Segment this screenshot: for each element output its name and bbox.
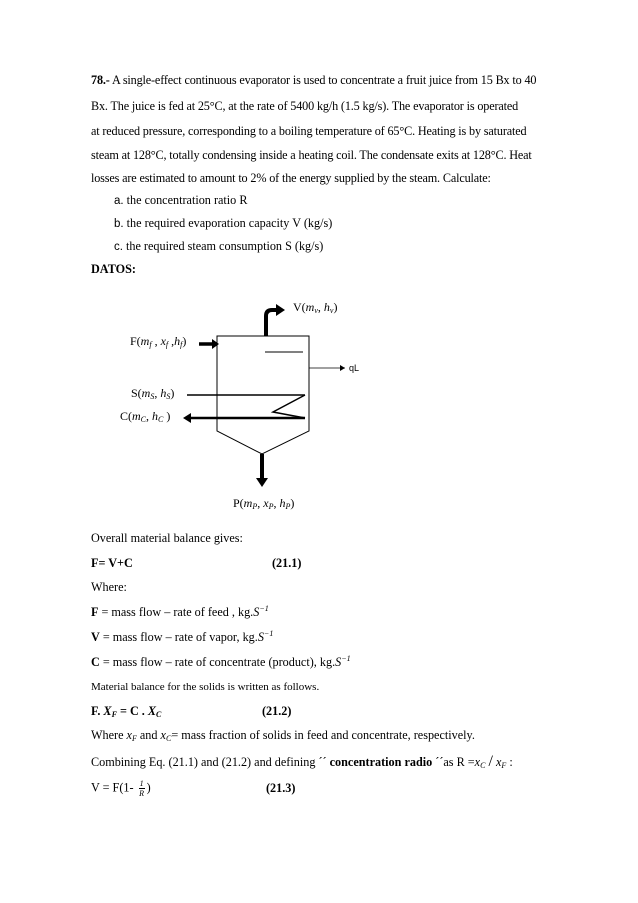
label-feed: $F(m_f$ , $x_f$ $,h_f$): [130, 334, 187, 349]
datos-heading: DATOS:: [91, 262, 136, 276]
equation-21-1: F= V+C: [91, 556, 133, 570]
problem-number: 78.-: [91, 73, 110, 87]
equation-21-2: F. $X_F = C$ . $X_C$: [91, 704, 162, 719]
list-item-b: b. the required evaporation capacity V (kg/s): [114, 216, 333, 230]
definition-c: C = mass flow – rate of concentrate (product), $kg.S^{-1}$: [91, 654, 351, 669]
equation-21-2-number: (21.2): [262, 704, 292, 718]
where-mass-fraction: Where $x_F$ and $x_C=$ mass fraction of solids in feed and concentrate, respectively.: [91, 728, 475, 743]
label-product: $P(m_P$, $x_P$, $h_P$): [233, 496, 295, 511]
list-item-c: c. the required steam consumption S (kg/s): [114, 239, 324, 253]
equation-21-3: V = F(1- $\frac{1}{R}$ ): [91, 779, 151, 798]
equation-21-1-number: (21.1): [272, 556, 302, 570]
label-steam: $S(m_S$, $h_S$): [131, 386, 175, 401]
label-heat-loss: qL: [349, 363, 360, 373]
equation-21-3-number: (21.3): [266, 781, 296, 795]
solids-balance-text: Material balance for the solids is written as follows.: [91, 681, 320, 693]
fraction-1-over-r: $\frac{1}{R}$: [139, 779, 145, 798]
list-item-a: a. the concentration ratio R: [114, 193, 248, 207]
problem-text-1: A single-effect continuous evaporator is used to concentrate a fruit juice from 15 Bx to 40: [111, 73, 537, 87]
problem-line-3: at reduced pressure, corresponding to a boiling temperature of 65°C. Heating is by saturated: [91, 124, 527, 138]
vapor-outlet-pipe: [266, 310, 276, 336]
definition-f: F = mass flow – rate of feed , $kg.S^{-1}$: [91, 604, 269, 619]
problem-line-2: Bx. The juice is fed at 25°C, at the rate of 5400 kg/h (1.5 kg/s). The evaporator is operated: [91, 99, 519, 113]
problem-line-4: steam at 128°C, totally condensing inside a heating coil. The condensate exits at 128°C. Heat: [91, 148, 532, 162]
definition-v: V = mass flow – rate of vapor, $kg.S^{-1}$: [91, 629, 274, 644]
heating-coil: [273, 395, 305, 418]
label-vapor: $V(m_v$, $h_v$): [293, 300, 338, 315]
combining-text: Combining Eq. (21.1) and (21.2) and defining ´´ concentration radio ´´as $R =x_C / x_F$ :: [91, 753, 513, 770]
problem-line-5: losses are estimated to amount to 2% of the energy supplied by the steam. Calculate:: [91, 171, 491, 185]
label-condensate: $C(m_C$, $h_C$ ): [120, 409, 171, 424]
overall-balance-text: Overall material balance gives:: [91, 531, 243, 545]
where-label-1: Where:: [91, 580, 127, 594]
